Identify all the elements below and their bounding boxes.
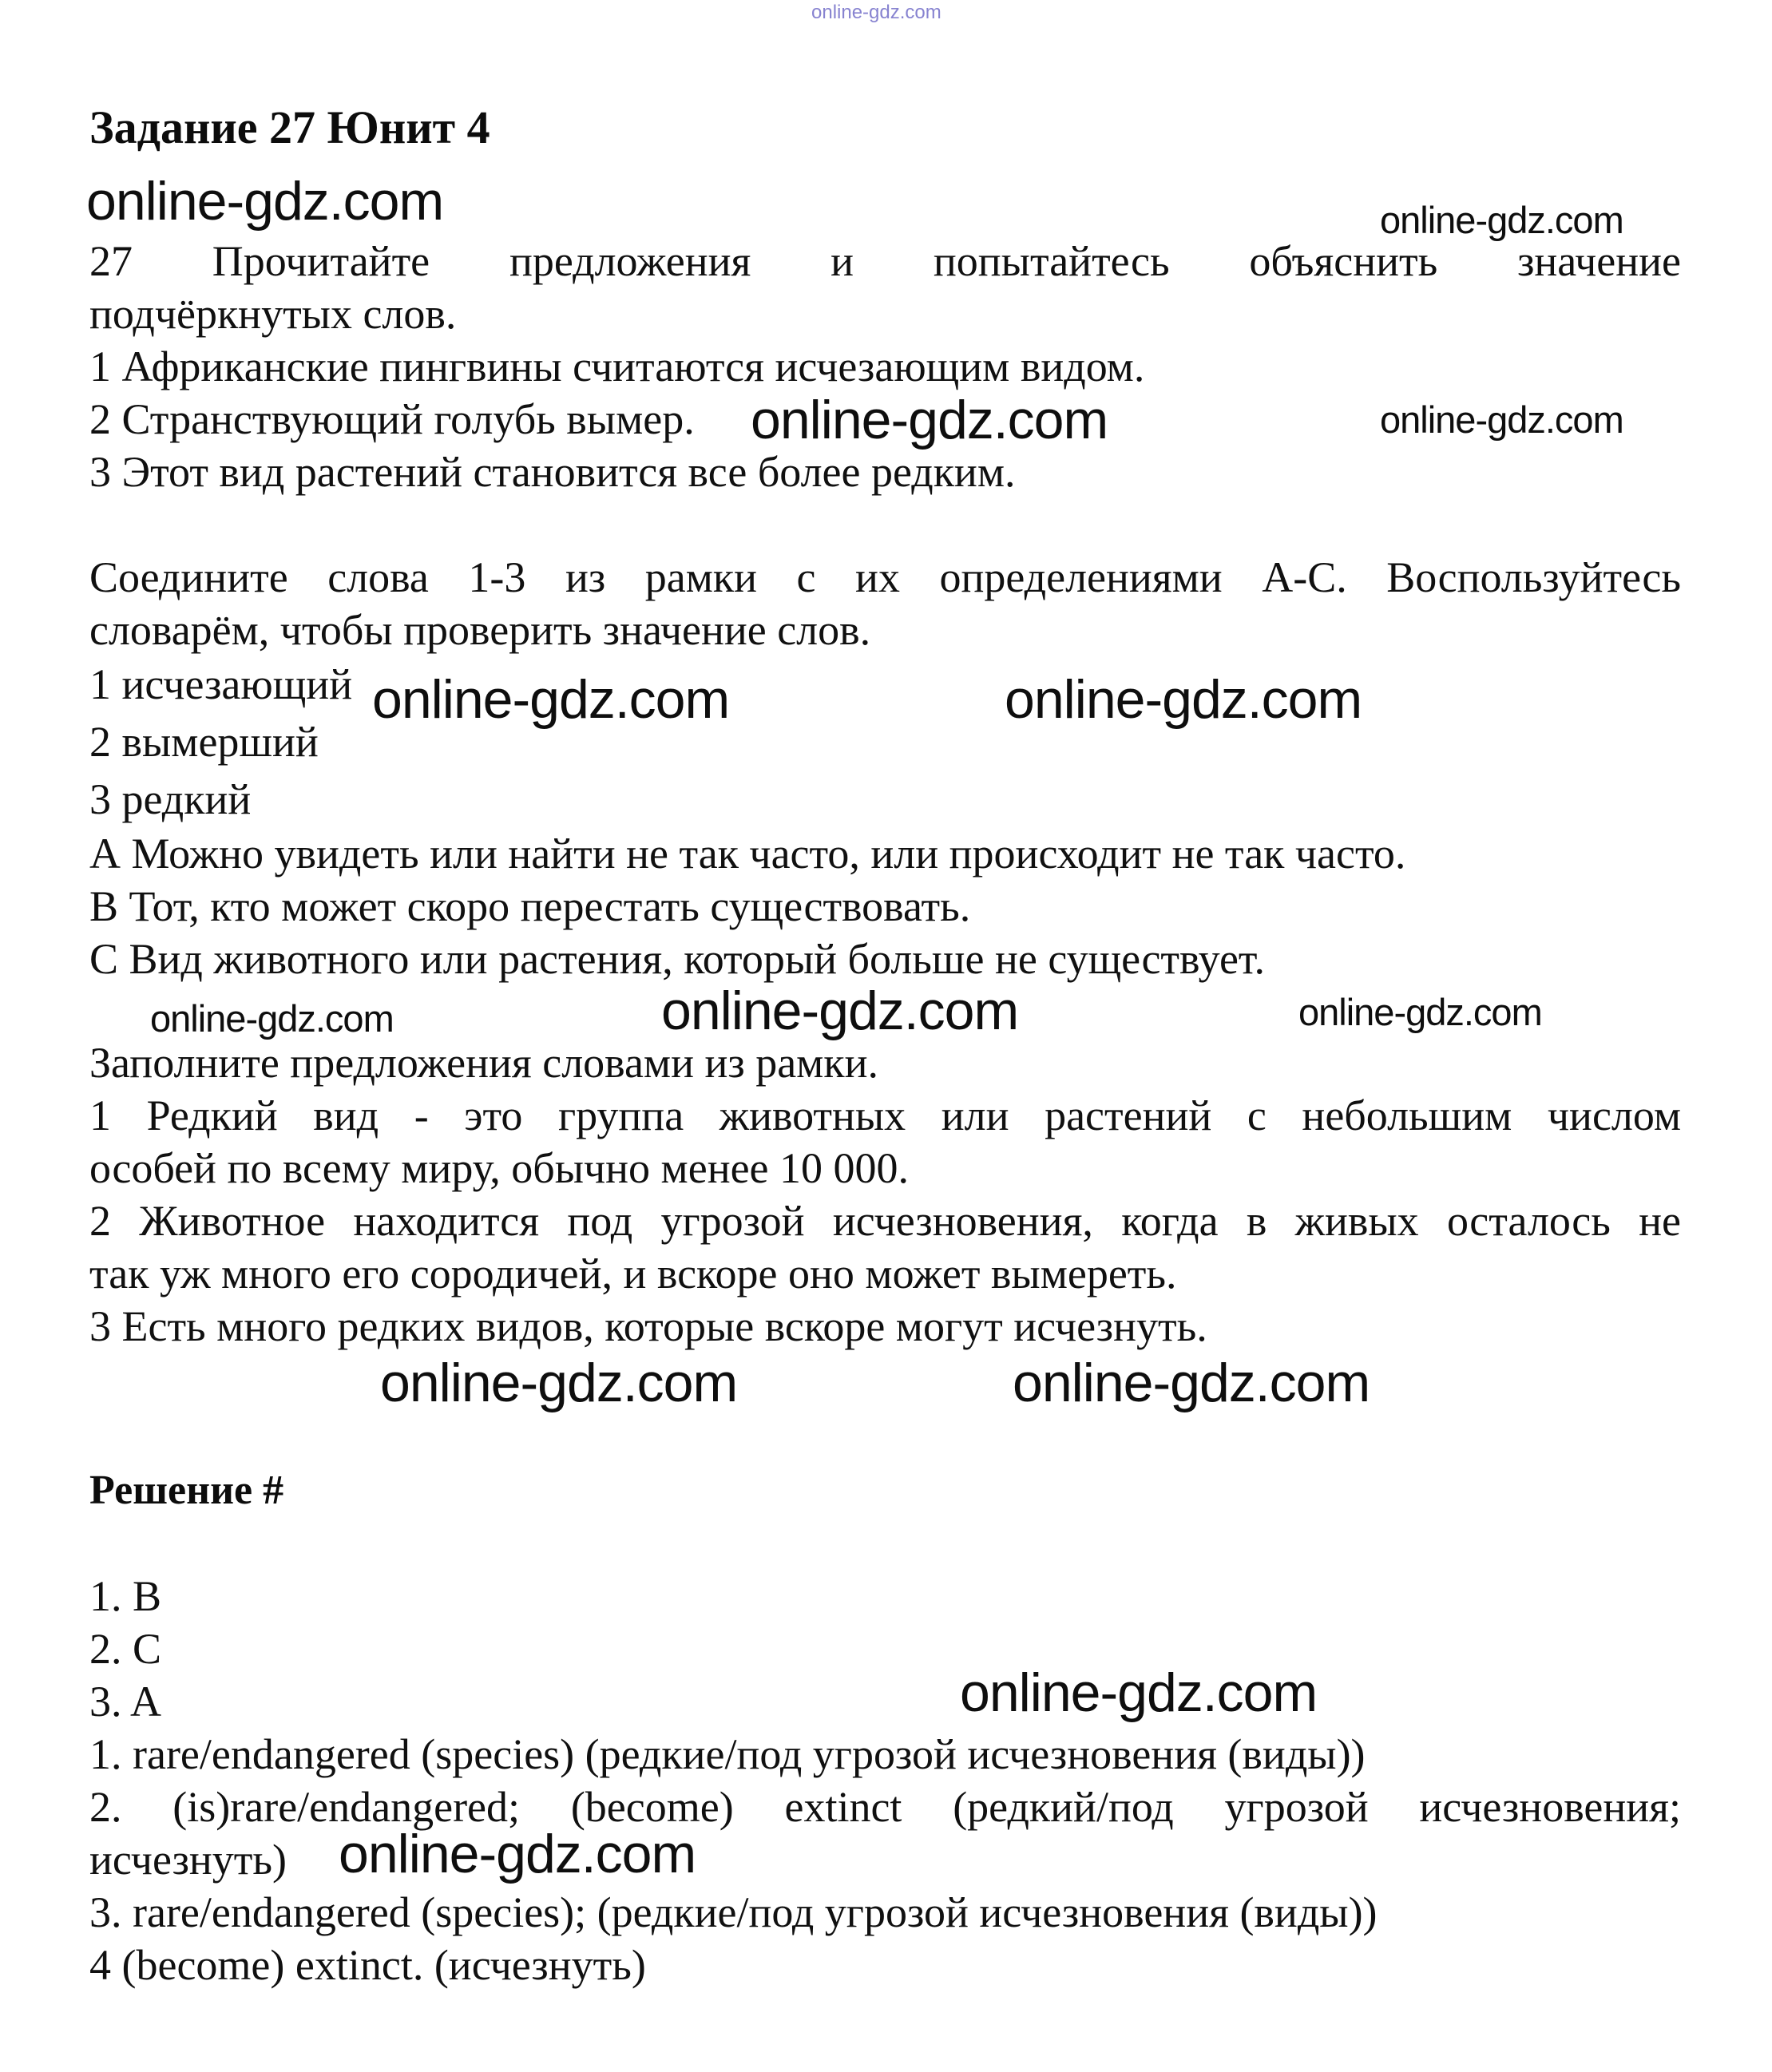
solution-answer-1: 1. B: [89, 1572, 162, 1620]
match-definition-b: В Тот, кто может скоро перестать существовать.: [89, 882, 971, 930]
match-definition-c: С Вид животного или растения, который больше не существует.: [89, 935, 1265, 983]
solution-detail-1: 1. rare/endangered (species) (редкие/под угрозой исчезновения (виды)): [89, 1730, 1366, 1778]
match-definition-a: А Можно увидеть или найти не так часто, или происходит не так часто.: [89, 830, 1406, 878]
solution-detail-2-line-1: 2. (is)rare/endangered; (become) extinct (редкий/под угрозой исчезновения;: [89, 1783, 1681, 1831]
match-word-3: 3 редкий: [89, 775, 252, 823]
watermark-right-sentence-2: online-gdz.com: [1380, 398, 1623, 441]
task-sentence-3: 3 Этот вид растений становится все более редким.: [89, 448, 1016, 496]
watermark-right-word-1: online-gdz.com: [1005, 669, 1362, 730]
watermark-top-right: online-gdz.com: [1380, 199, 1623, 241]
watermark-answers-row: online-gdz.com: [960, 1662, 1318, 1723]
task-sentence-1: 1 Африканские пингвины считаются исчезающим видом.: [89, 343, 1145, 390]
match-intro-line-1: Соедините слова 1-3 из рамки с их определениями А-С. Воспользуйтесь: [89, 553, 1681, 601]
solution-answer-3: 3. A: [89, 1678, 162, 1725]
watermark-row-left: online-gdz.com: [150, 997, 394, 1040]
watermark-pair-left: online-gdz.com: [380, 1353, 738, 1413]
fill-sentence-3: 3 Есть много редких видов, которые вскоре могут исчезнуть.: [89, 1302, 1207, 1350]
watermark-inline-sentence-2: online-gdz.com: [751, 390, 1108, 450]
fill-sentence-2-line-2: так уж много его сородичей, и вскоре оно может вымереть.: [89, 1250, 1177, 1297]
fill-sentence-1-line-2: особей по всему миру, обычно менее 10 000.: [89, 1144, 910, 1192]
watermark-pair-right: online-gdz.com: [1013, 1353, 1370, 1413]
fill-intro: Заполните предложения словами из рамки.: [89, 1039, 878, 1087]
watermark-row-center: online-gdz.com: [661, 981, 1019, 1041]
solution-detail-4: 4 (become) extinct. (исчезнуть): [89, 1941, 646, 1989]
solution-heading: Решение #: [89, 1468, 284, 1513]
watermark-below-title: online-gdz.com: [86, 171, 444, 232]
watermark-detail-row: online-gdz.com: [339, 1824, 696, 1884]
match-word-1: 1 исчезающий: [89, 660, 353, 708]
task-intro-line-1: 27 Прочитайте предложения и попытайтесь объяснить значение: [89, 237, 1681, 285]
solution-detail-3: 3. rare/endangered (species); (редкие/под угрозой исчезновения (виды)): [89, 1888, 1378, 1936]
task-intro-line-2: подчёркнутых слов.: [89, 290, 457, 338]
match-word-2: 2 вымерший: [89, 718, 319, 766]
match-intro-line-2: словарём, чтобы проверить значение слов.: [89, 606, 871, 654]
watermark-after-word-1: online-gdz.com: [372, 669, 730, 730]
page-title: Задание 27 Юнит 4: [89, 101, 490, 153]
watermark-row-right: online-gdz.com: [1298, 991, 1542, 1033]
watermark-top-tiny: online-gdz.com: [811, 2, 941, 23]
task-sentence-2: 2 Странствующий голубь вымер.: [89, 395, 695, 443]
solution-answer-2: 2. C: [89, 1625, 162, 1673]
solution-detail-2-line-2: исчезнуть): [89, 1836, 287, 1884]
fill-sentence-1-line-1: 1 Редкий вид - это группа животных или растений с небольшим числом: [89, 1091, 1681, 1139]
fill-sentence-2-line-1: 2 Животное находится под угрозой исчезновения, когда в живых осталось не: [89, 1197, 1681, 1245]
